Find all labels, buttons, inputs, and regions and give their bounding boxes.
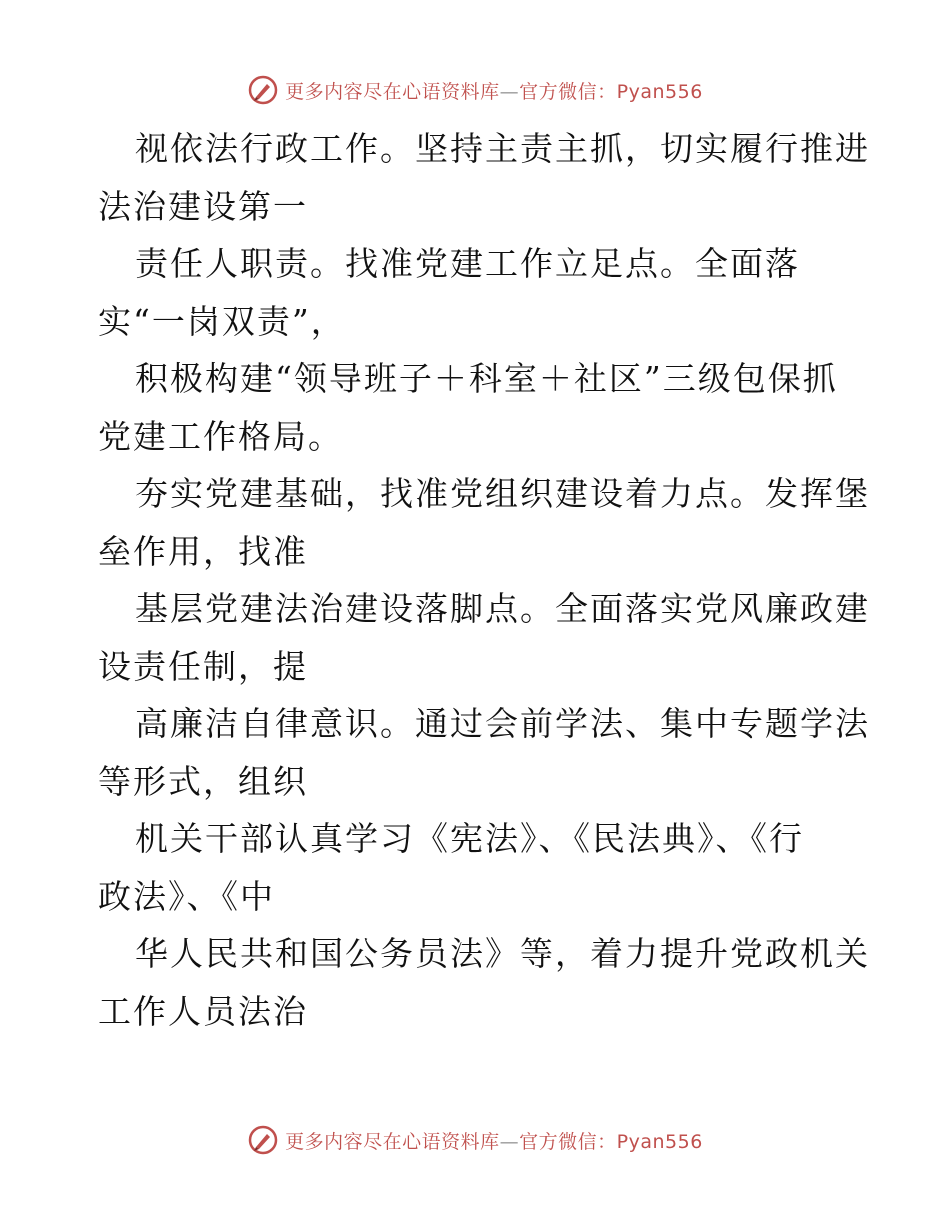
paragraph-line-first: 高廉洁自律意识。通过会前学法、集中专题学法 — [135, 704, 870, 743]
footer-banner — [0, 1122, 950, 1158]
paragraph-line-first: 视依法行政工作。坚持主责主抓，切实履行推进 — [135, 129, 870, 168]
paragraph-line-second: 法治建设第一 — [98, 186, 308, 226]
banner-brand: 更多内容尽在心语资料库 — [285, 1130, 500, 1153]
pen-logo-icon — [247, 1124, 279, 1156]
pen-logo-icon — [247, 74, 279, 106]
paragraph-line-first: 机关干部认真学习《宪法》、《民法典》、《行 — [135, 819, 804, 858]
footer-banner-text — [285, 1127, 703, 1154]
paragraph-line-first: 夯实党建基础，找准党组织建设着力点。发挥堡 — [135, 474, 870, 513]
paragraph-line-second: 实“一岗双责”， — [98, 301, 346, 341]
paragraph-line-first: 华人民共和国公务员法》等，着力提升党政机关 — [135, 934, 870, 973]
paragraph — [98, 465, 870, 580]
paragraph — [98, 120, 870, 235]
paragraph-line-second: 工作人员法治 — [98, 991, 308, 1031]
paragraph-line-second: 等形式，组织 — [98, 761, 308, 801]
paragraph-line-second: 设责任制，提 — [98, 646, 308, 686]
paragraph-line-first: 基层党建法治建设落脚点。全面落实党风廉政建 — [135, 589, 870, 628]
header-banner — [0, 72, 950, 108]
header-banner-text — [285, 77, 703, 104]
paragraph — [98, 810, 858, 925]
paragraph — [98, 580, 870, 695]
banner-contact: 官方微信：Pyan556 — [519, 80, 703, 103]
document-body — [98, 120, 870, 1040]
banner-brand: 更多内容尽在心语资料库 — [285, 80, 500, 103]
paragraph-line-first: 责任人职责。找准党建工作立足点。全面落 — [135, 244, 800, 283]
paragraph — [98, 695, 870, 810]
paragraph — [98, 235, 858, 350]
banner-separator: — — [499, 80, 520, 103]
paragraph — [98, 925, 870, 1040]
paragraph — [98, 350, 858, 465]
paragraph-line-second: 党建工作格局。 — [98, 416, 343, 456]
paragraph-line-second: 垒作用，找准 — [98, 531, 308, 571]
banner-contact: 官方微信：Pyan556 — [519, 1130, 703, 1153]
banner-separator: — — [499, 1130, 520, 1153]
paragraph-line-first: 积极构建“领导班子＋科室＋社区”三级包保抓 — [135, 359, 838, 398]
paragraph-line-second: 政法》、《中 — [98, 876, 275, 916]
